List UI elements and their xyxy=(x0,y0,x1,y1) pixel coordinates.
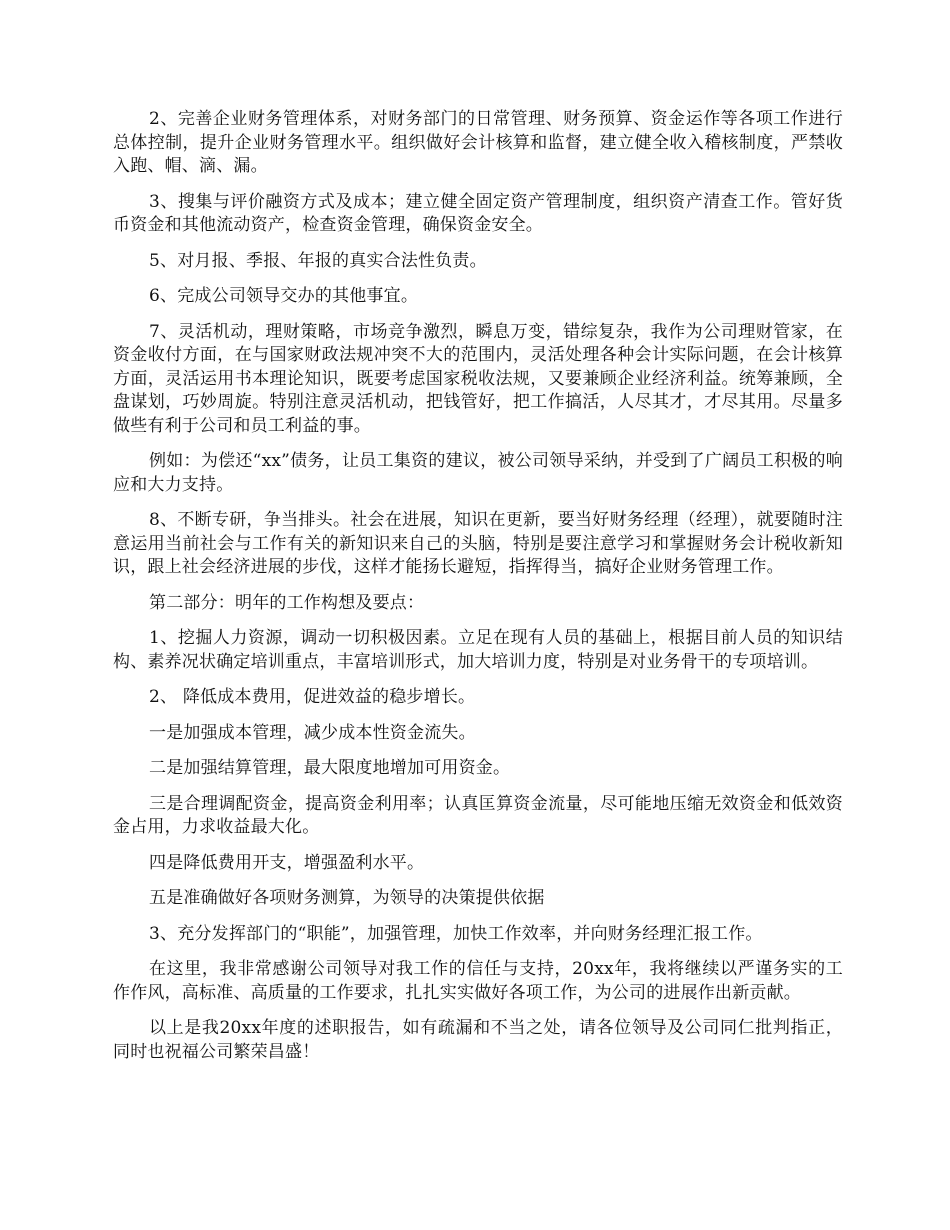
paragraph-point-five: 五是准确做好各项财务测算，为领导的决策提供依据 xyxy=(149,888,545,908)
paragraph-closing: 以上是我20xx年度的述职报告，如有疏漏和不当之处，请各位领导及公司同仁批判指正，同时也祝福公司繁荣昌盛！ xyxy=(113,1018,843,1062)
paragraph-plan-2: 2、 降低成本费用，促进效益的稳步增长。 xyxy=(149,687,476,707)
paragraph-point-one: 一是加强成本管理，减少成本性资金流失。 xyxy=(149,722,476,743)
paragraph-point-two: 二是加强结算管理，最大限度地增加可用资金。 xyxy=(149,758,511,778)
paragraph-item-2: 2、完善企业财务管理体系，对财务部门的日常管理、财务预算、资金运作等各项工作进行总体控制，提升企业财务管理水平。组织做好会计核算和监督，建立健全收入稽核制度，严禁收入跑、帽、滴、漏。 xyxy=(113,109,843,176)
section-heading-part-two: 第二部分：明年的工作构想及要点： xyxy=(149,592,425,613)
paragraph-plan-3: 3、充分发挥部门的“职能”，加强管理，加快工作效率，并向财务经理汇报工作。 xyxy=(149,923,763,944)
paragraph-point-four: 四是降低费用开支，增强盈利水平。 xyxy=(149,852,425,873)
paragraph-example: 例如：为偿还“xx”债务，让员工集资的建议，被公司领导采纳，并受到了广阔员工积极的响应和大力支持。 xyxy=(113,451,843,495)
paragraph-item-8: 8、不断专研，争当排头。社会在进展，知识在更新，要当好财务经理（经理），就要随时注意运用当前社会与工作有关的新知识来自己的头脑，特别是要注意学习和掌握财务会计税收新知识，跟上社会经济进展的步伐，这样才能扬长避短，指挥得当，搞好企业财务管理工作。 xyxy=(113,510,843,577)
document-body xyxy=(113,108,843,1076)
paragraph-item-5: 5、对月报、季报、年报的真实合法性负责。 xyxy=(149,250,487,271)
paragraph-plan-1: 1、挖掘人力资源，调动一切积极因素。立足在现有人员的基础上，根据目前人员的知识结构、素养况状确定培训重点，丰富培训形式，加大培训力度，特别是对业务骨干的专项培训。 xyxy=(113,628,843,672)
paragraph-item-6: 6、完成公司领导交办的其他事宜。 xyxy=(149,286,419,306)
paragraph-item-7: 7、灵活机动，理财策略，市场竞争激烈，瞬息万变，错综复杂，我作为公司理财管家，在资金收付方面，在与国家财政法规冲突不大的范围内，灵活处理各种会计实际问题，在会计核算方面，灵活运用书本理论知识，既要考虑国家税收法规，又要兼顾企业经济利益。统筹兼顾，全盘谋划，巧妙周旋。特别注意灵活机动，把钱管好，把工作搞活，人尽其才，才尽其用。尽量多做些有利于公司和员工利益的事。 xyxy=(113,321,843,436)
paragraph-item-3: 3、搜集与评价融资方式及成本；建立健全固定资产管理制度，组织资产清查工作。管好货币资金和其他流动资产，检查资金管理，确保资金安全。 xyxy=(113,191,843,235)
paragraph-point-three: 三是合理调配资金，提高资金利用率；认真匡算资金流量，尽可能地压缩无效资金和低效资金占用，力求收益最大化。 xyxy=(113,793,843,837)
paragraph-thanks: 在这里，我非常感谢公司领导对我工作的信任与支持，20xx年，我将继续以严谨务实的工作作风，高标准、高质量的工作要求，扎扎实实做好各项工作，为公司的进展作出新贡献。 xyxy=(113,959,843,1003)
